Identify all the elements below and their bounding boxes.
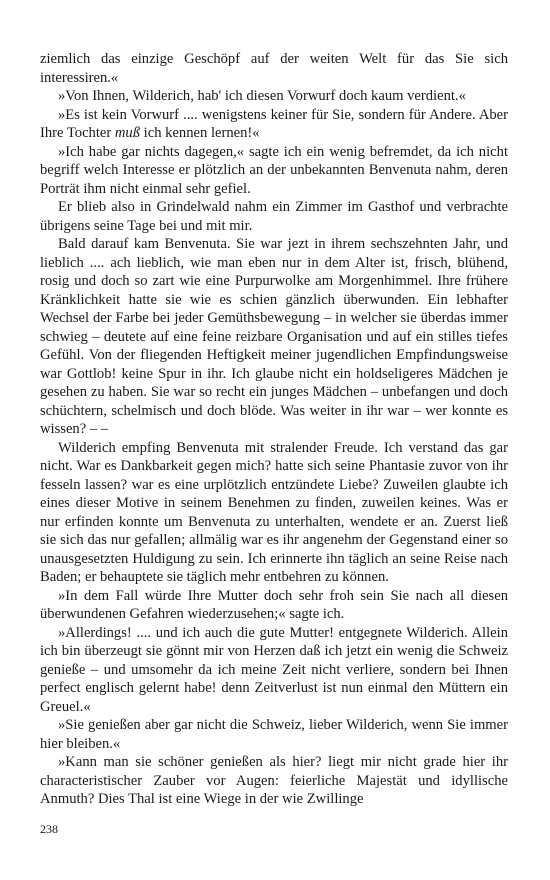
paragraph-text: Er blieb also in Grindelwald nahm ein Zimmer im Gasthof und verbrachte übrigens seine Tage bei und mit mir. bbox=[40, 199, 508, 234]
paragraph-8 bbox=[40, 587, 508, 624]
paragraph-10 bbox=[40, 716, 508, 753]
paragraph-text: »Kann man sie schöner genießen als hier? liegt mir nicht grade hier ihr characteristischer Zauber vor Augen: feierliche Majestät und idyllische Anmuth? Dies Thal ist eine Wiege in der wie Zwillinge bbox=[40, 754, 508, 807]
paragraph-2 bbox=[40, 87, 508, 106]
paragraph-9 bbox=[40, 624, 508, 717]
paragraph-text: »Allerdings! .... und ich auch die gute Mutter! entgegnete Wilderich. Allein ich bin überzeugt sie gönnt mir von Herzen daß ich jetzt ein wenig die Schweiz genieße – und umsomehr da ich meine Zeit nicht verliere, sondern bei Ihnen perfect englisch gelernt habe! denn Zeitverlust ist nun einmal den Müttern ein Greuel.« bbox=[40, 624, 508, 715]
paragraph-4 bbox=[40, 143, 508, 199]
paragraph-text: »Sie genießen aber gar nicht die Schweiz, lieber Wilderich, wenn Sie immer hier bleiben.« bbox=[40, 717, 508, 752]
paragraph-text: »In dem Fall würde Ihre Mutter doch sehr froh sein Sie nach all diesen überwundenen Gefahren wiederzusehen;« sagte ich. bbox=[40, 587, 508, 622]
emphasis-text: muß bbox=[114, 125, 141, 141]
paragraph-6 bbox=[40, 235, 508, 439]
paragraph-text: ich kennen lernen!« bbox=[140, 125, 260, 141]
paragraph-text: Bald darauf kam Benvenuta. Sie war jezt in ihrem sechszehnten Jahr, und lieblich .... ach lieblich, wie man eben nur in dem Alter ist, frisch, blühend, rosig und doch so zart wie eine Purpurwolke am Morgenhimmel. Ihre frühere Kränklichkeit hatte sie wie es schien gänzlich überwunden. Ein lebhafter Wechsel der Farbe bei jeder Gemüthsbewegung – in welcher sie überdas immer schwieg – deutete auf eine feine reizbare Organisation und auf ein stilles tiefes Gefühl. Von der fliegenden Heftigkeit meiner jugendlichen Empfindungsweise war Gottlob! keine Spur in ihr. Ich glaube nicht ein holdseligeres Mädchen je gesehen zu haben. Sie war so recht ein junges Mädchen – unbefangen und doch schüchtern, schelmisch und doch blöde. Was weiter in ihr war – wer konnte es wissen? – – bbox=[40, 236, 508, 437]
page-number: 238 bbox=[40, 822, 58, 836]
paragraph-text: ziemlich das einzige Geschöpf auf der weiten Welt für das Sie sich interessiren.« bbox=[40, 51, 508, 86]
paragraph-text: Wilderich empfing Benvenuta mit stralender Freude. Ich verstand das gar nicht. War es Dankbarkeit gegen mich? hatte sich seine Phantasie zuvor von ihr fesseln lassen? war es eine urplötzlich entzündete Liebe? Zuweilen glaubte ich eines dieser Motive in seinem Benehmen zu finden, zuweilen keines. Was er nur erfinden konnte um Benvenuta zu unterhalten, wendete er an. Zuerst ließ sie sich das nur gefallen; allmälig war es ihr angenehm der Gegenstand einer so unausgesetzten Huldigung zu sein. Ich erinnerte ihn täglich an seine Reise nach Baden; er behauptete sie täglich mehr entbehren zu können. bbox=[40, 439, 508, 585]
paragraph-1 bbox=[40, 50, 508, 87]
paragraph-7 bbox=[40, 439, 508, 587]
page-body bbox=[40, 50, 508, 809]
paragraph-5 bbox=[40, 198, 508, 235]
paragraph-11 bbox=[40, 753, 508, 809]
paragraph-3 bbox=[40, 106, 508, 143]
paragraph-text: »Es ist kein Vorwurf .... wenigstens keiner für Sie, sondern für Andere. Aber Ihre Tochter bbox=[40, 106, 508, 141]
paragraph-text: »Ich habe gar nichts dagegen,« sagte ich ein wenig befremdet, da ich nicht begriff welch Interesse er plötzlich an der unbekannten Benvenuta nahm, deren Porträt ihm nicht einmal sehr gefiel. bbox=[40, 143, 508, 197]
paragraph-text: »Von Ihnen, Wilderich, hab' ich diesen Vorwurf doch kaum verdient.« bbox=[58, 88, 466, 104]
